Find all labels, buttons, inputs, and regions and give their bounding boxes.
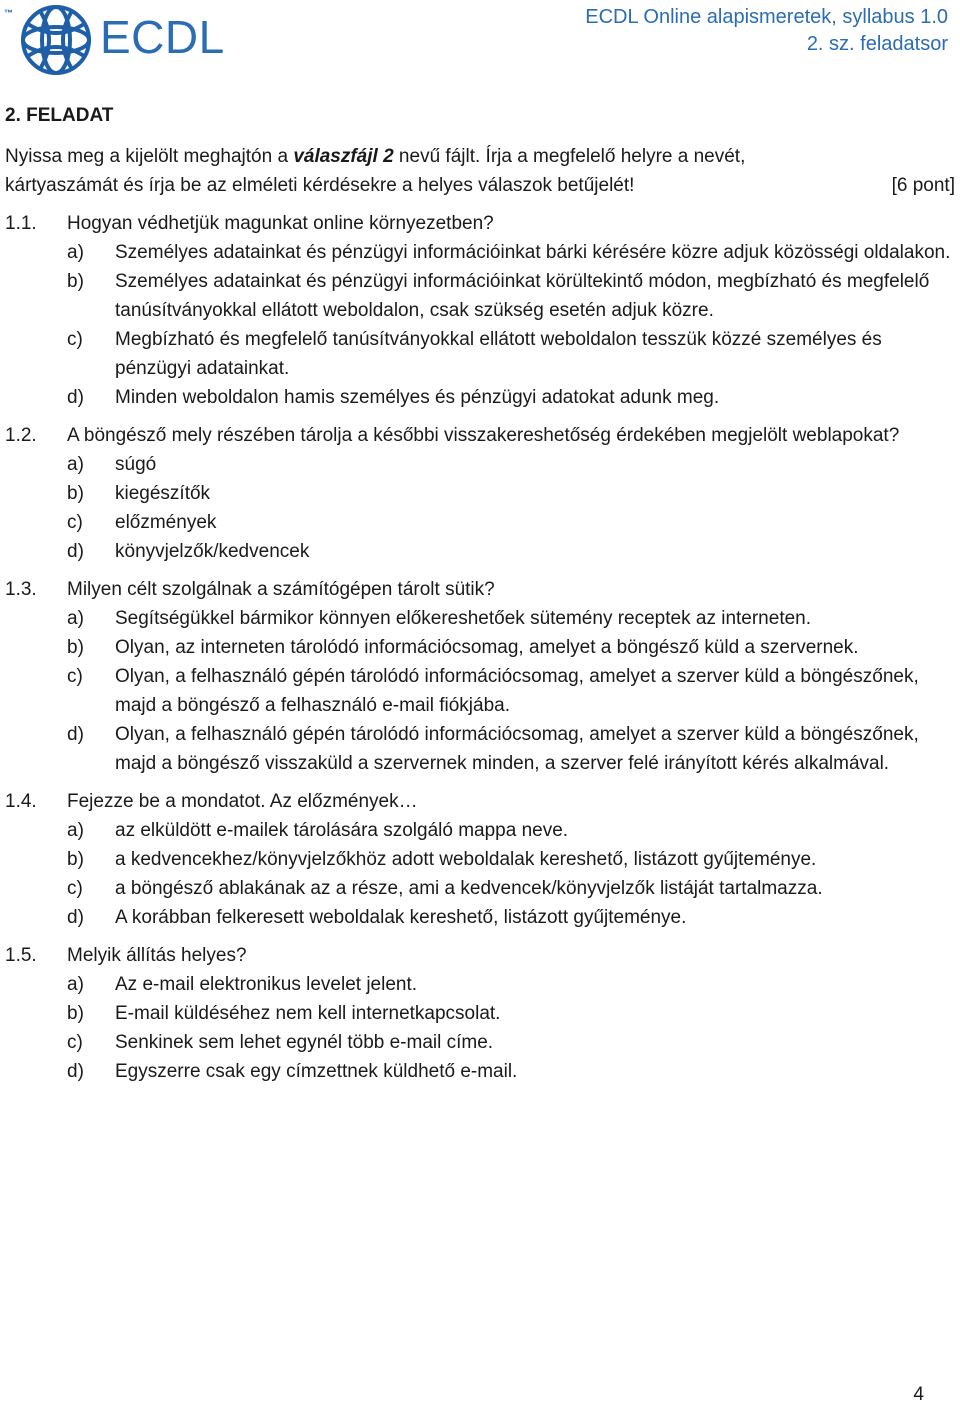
question-text: Milyen célt szolgálnak a számítógépen tárolt sütik? <box>67 579 495 600</box>
answer-option <box>5 633 955 662</box>
answer-option <box>5 1057 955 1086</box>
option-text: súgó <box>115 454 157 475</box>
question-text: Melyik állítás helyes? <box>67 945 247 966</box>
option-text: a böngésző ablakának az a része, ami a kedvencek/könyvjelzők listáját tartalmazza. <box>115 878 823 899</box>
question-row <box>5 575 955 604</box>
option-text: Az e-mail elektronikus levelet jelent. <box>115 974 418 995</box>
option-label: a) <box>67 820 84 841</box>
option-text: Megbízható és megfelelő tanúsítványokkal ellátott weboldalon tesszük közzé személyes és pénzügyi adatainkat. <box>115 329 882 379</box>
option-text: Segítségükkel bármikor könnyen előkereshetőek sütemény receptek az interneten. <box>115 608 812 629</box>
question-number: 1.2. <box>5 425 37 446</box>
question-text: Fejezze be a mondatot. Az előzmények… <box>67 791 418 812</box>
question-number: 1.5. <box>5 945 37 966</box>
option-label: c) <box>67 512 83 533</box>
option-text: a kedvencekhez/könyvjelzőkhöz adott weboldalak kereshető, listázott gyűjteménye. <box>115 849 817 870</box>
option-label: d) <box>67 387 84 408</box>
question-row <box>5 787 955 816</box>
page-header <box>0 0 960 80</box>
option-label: c) <box>67 329 83 350</box>
option-label: d) <box>67 1061 84 1082</box>
question-number: 1.4. <box>5 791 37 812</box>
option-text: könyvjelzők/kedvencek <box>115 541 310 562</box>
answer-option <box>5 537 955 566</box>
option-text: Személyes adatainkat és pénzügyi információinkat körültekintő módon, megbízható és megfelelő tanúsítványokkal ellátott weboldalon, csak szükség esetén adjuk közre. <box>115 271 930 321</box>
ecdl-logo <box>4 2 234 76</box>
answer-option <box>5 238 955 267</box>
logo-text: ECDL <box>100 11 225 63</box>
question-number: 1.3. <box>5 579 37 600</box>
option-label: d) <box>67 541 84 562</box>
option-label: c) <box>67 878 83 899</box>
answer-option <box>5 1028 955 1057</box>
answer-option <box>5 874 955 903</box>
answer-option <box>5 845 955 874</box>
answer-option <box>5 816 955 845</box>
option-text: E-mail küldéséhez nem kell internetkapcsolat. <box>115 1003 501 1024</box>
answer-option <box>5 508 955 537</box>
option-text: Olyan, az interneten tárolódó információcsomag, amelyet a böngésző küld a szervernek. <box>115 637 859 658</box>
option-label: a) <box>67 608 84 629</box>
header-title-line1: ECDL Online alapismeretek, syllabus 1.0 <box>585 6 948 28</box>
answer-option <box>5 970 955 999</box>
document-header-title <box>585 4 948 58</box>
option-label: a) <box>67 974 84 995</box>
question <box>5 941 955 1086</box>
answer-option <box>5 662 955 720</box>
trademark-symbol: ™ <box>4 8 13 18</box>
answer-option <box>5 267 955 325</box>
instruction-line-2: kártyaszámát és írja be az elméleti kérdésekre a helyes válaszok betűjelét! [6 pont] <box>5 171 955 200</box>
answer-option <box>5 479 955 508</box>
question <box>5 209 955 412</box>
task-title: 2. FELADAT <box>5 105 114 126</box>
file-name: válaszfájl 2 <box>293 146 394 167</box>
document-body <box>5 100 955 1086</box>
option-label: a) <box>67 242 84 263</box>
question-text: Hogyan védhetjük magunkat online környezetben? <box>67 213 494 234</box>
ecdl-globe-icon <box>18 2 94 78</box>
option-label: b) <box>67 849 84 870</box>
header-title-line2: 2. sz. feladatsor <box>806 33 948 55</box>
question <box>5 421 955 566</box>
answer-option <box>5 325 955 383</box>
option-label: c) <box>67 666 83 687</box>
question-text: A böngésző mely részében tárolja a későbbi visszakereshetőség érdekében megjelölt weblapokat? <box>67 425 900 446</box>
answer-option <box>5 383 955 412</box>
question-row <box>5 421 955 450</box>
question-row <box>5 209 955 238</box>
option-text: kiegészítők <box>115 483 211 504</box>
option-text: az elküldött e-mailek tárolására szolgáló mappa neve. <box>115 820 569 841</box>
option-label: d) <box>67 907 84 928</box>
question <box>5 787 955 932</box>
task-instructions <box>5 142 955 200</box>
option-label: b) <box>67 1003 84 1024</box>
option-label: c) <box>67 1032 83 1053</box>
option-label: b) <box>67 637 84 658</box>
option-text: Olyan, a felhasználó gépén tárolódó információcsomag, amelyet a szerver küld a böngészőnek, majd a böngésző a felhasználó e-mail fiókjába. <box>115 666 919 716</box>
answer-option <box>5 999 955 1028</box>
option-label: a) <box>67 454 84 475</box>
question-list <box>5 209 955 1086</box>
answer-option <box>5 903 955 932</box>
option-label: b) <box>67 271 84 292</box>
option-label: b) <box>67 483 84 504</box>
option-text: Egyszerre csak egy címzettnek küldhető e-mail. <box>115 1061 518 1082</box>
option-label: d) <box>67 724 84 745</box>
option-text: Olyan, a felhasználó gépén tárolódó információcsomag, amelyet a szerver küld a böngészőnek, majd a böngésző visszaküld a szervernek minden, a szerver felé irányított kérés alkalmával. <box>115 724 919 774</box>
option-text: előzmények <box>115 512 217 533</box>
option-text: Személyes adatainkat és pénzügyi információinkat bárki kérésére közre adjuk közösségi oldalakon. <box>115 242 951 263</box>
question-number: 1.1. <box>5 213 37 234</box>
points-label: [6 pont] <box>891 175 955 196</box>
option-text: A korábban felkeresett weboldalak kereshető, listázott gyűjteménye. <box>115 907 687 928</box>
question <box>5 575 955 778</box>
option-text: Senkinek sem lehet egynél több e-mail címe. <box>115 1032 494 1053</box>
answer-option <box>5 450 955 479</box>
page-number: 4 <box>913 1384 924 1405</box>
answer-option <box>5 604 955 633</box>
question-row <box>5 941 955 970</box>
instruction-line-1: Nyissa meg a kijelölt meghajtón a válaszfájl 2 nevű fájlt. Írja a megfelelő helyre a nevét, <box>5 146 746 167</box>
answer-option <box>5 720 955 778</box>
option-text: Minden weboldalon hamis személyes és pénzügyi adatokat adunk meg. <box>115 387 720 408</box>
